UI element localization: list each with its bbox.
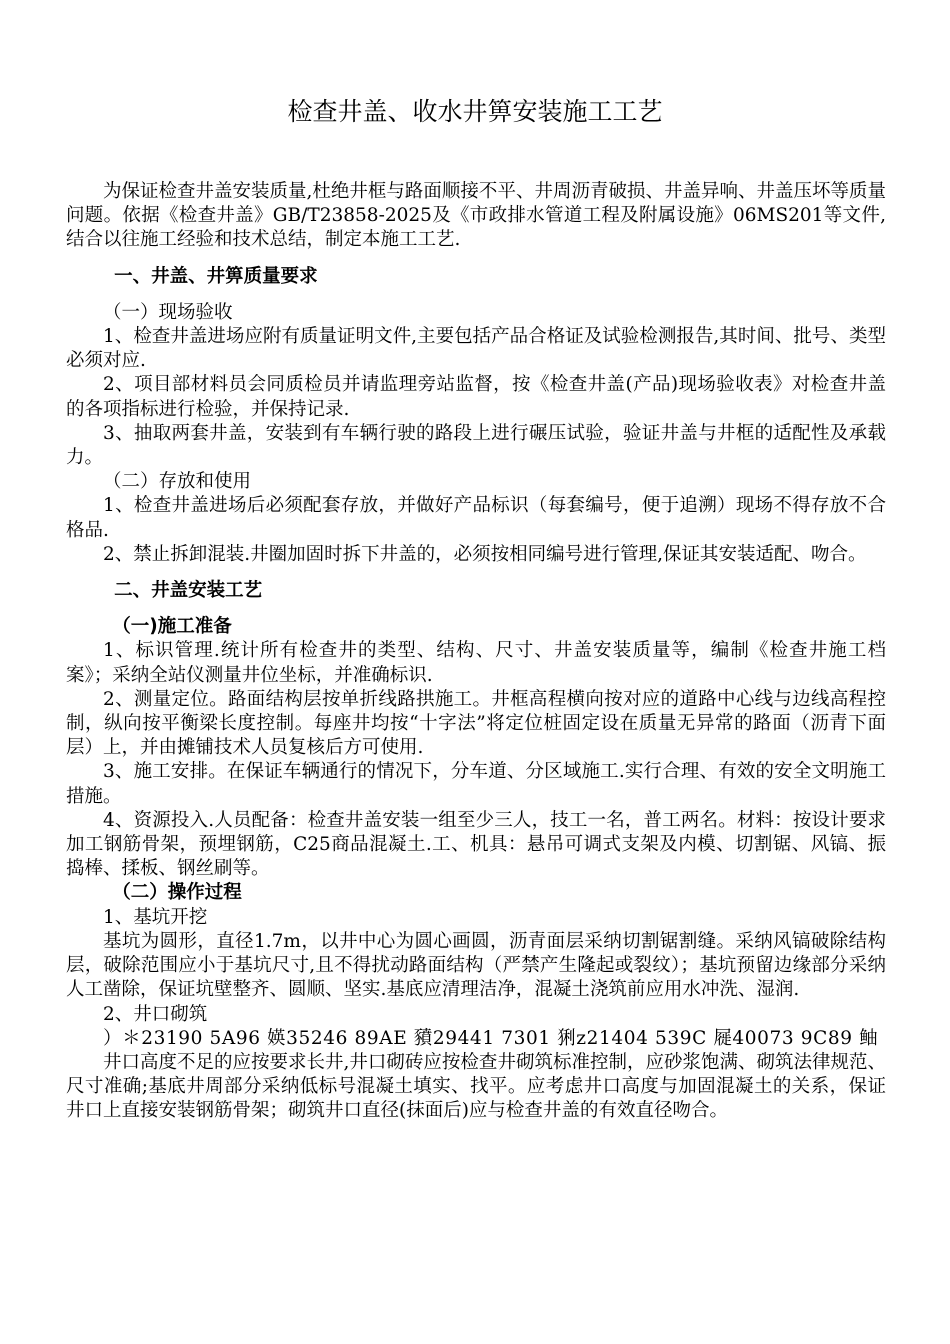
step-2-text: 井口高度不足的应按要求长井,井口砌砖应按检查井砌筑标准控制，应砂浆饱满、砌筑法律规范、尺寸准确;基底井周部分采纳低标号混凝土填实、找平。应考虑井口高度与加固混凝土的关系，保证井口上直接安装钢筋骨架；砌筑井口直径(抹面后)应与检查井盖的有效直径吻合。 — [66, 1051, 886, 1122]
section-2-sub-1-item: 4、资源投入.人员配备：检查井盖安装一组至少三人，技工一名，普工两名。材料：按设计要求加工钢筋骨架，预埋钢筋，C25商品混凝土.工、机具：悬吊可调式支架及内模、切割锯、风镐、振捣棒、揉板、钢丝刷等。 — [66, 809, 886, 880]
intro-paragraph: 为保证检查井盖安装质量,杜绝井框与路面顺接不平、井周沥青破损、井盖异响、井盖压坏等质量问题。依据《检查井盖》GB/T23858-2025及《市政排水管道工程及附属设施》06MS201等文件,结合以往施工经验和技术总结，制定本施工工艺. — [66, 181, 886, 251]
section-2-heading: 二、井盖安装工艺 — [114, 580, 263, 602]
section-1-sub-1-item: 3、抽取两套井盖，安装到有车辆行驶的路段上进行碾压试验，验证井盖与井框的适配性及承载力。 — [66, 422, 886, 469]
section-2-sub-1-title: （一)施工准备 — [112, 616, 232, 638]
section-2-sub-1-item: 3、施工安排。在保证车辆通行的情况下，分车道、分区域施工.实行合理、有效的安全文明施工措施。 — [66, 761, 886, 807]
section-1-sub-2-item: 1、检查井盖进场后必须配套存放，并做好产品标识（每套编号，便于追溯）现场不得存放不合格品. — [66, 495, 886, 541]
section-2-sub-1-item: 2、测量定位。路面结构层按单折线路拱施工。井框高程横向按对应的道路中心线与边线高程控制，纵向按平衡梁长度控制。每座井均按“十字法”将定位桩固定设在质量无异常的路面（沥青下面层）上，并由摊铺技术人员复核后方可使用. — [66, 688, 886, 759]
section-1-sub-2-title: （二）存放和使用 — [103, 471, 252, 493]
step-1-title: 1、基坑开挖 — [103, 906, 208, 928]
step-2-title: 2、井口砌筑 — [103, 1003, 208, 1025]
section-1-sub-1-item: 1、检查井盖进场应附有质量证明文件,主要包括产品合格证及试验检测报告,其时间、批号、类型必须对应. — [66, 326, 886, 372]
step-2-garbled-line: ）＊23190 5A96 媖35246 89AE 豶29441 7301 猁z21404 539C 屣40073 9C89 鲉 — [103, 1027, 879, 1049]
section-2-sub-2-title: （二）操作过程 — [112, 882, 242, 904]
section-1-sub-2-item: 2、禁止拆卸混装.井圈加固时拆下井盖的，必须按相同编号进行管理,保证其安装适配、吻合。 — [103, 543, 867, 565]
section-1-sub-1-item: 2、项目部材料员会同质检员并请监理旁站监督，按《检查井盖(产品)现场验收表》对检查井盖的各项指标进行检验，并保持记录. — [66, 374, 886, 420]
step-1-text: 基坑为圆形，直径1.7m，以井中心为圆心画圆，沥青面层采纳切割锯割缝。采纳风镐破除结构层，破除范围应小于基坑尺寸,且不得扰动路面结构（严禁产生隆起或裂纹）；基坑预留边缘部分采纳人工凿除，保证坑壁整齐、圆顺、坚实.基底应清理洁净，混凝土浇筑前应用水冲洗、湿润. — [66, 930, 886, 1001]
section-1-sub-1-title: （一）现场验收 — [103, 301, 233, 323]
section-2-sub-1-item: 1、标识管理.统计所有检查井的类型、结构、尺寸、井盖安装质量等，编制《检查井施工档案》；采纳全站仪测量井位坐标，并准确标识. — [66, 640, 886, 686]
section-1-heading: 一、井盖、井箅质量要求 — [114, 265, 318, 287]
document-title: 检查井盖、收水井箅安装施工工艺 — [287, 97, 663, 126]
document-body — [66, 180, 886, 1124]
